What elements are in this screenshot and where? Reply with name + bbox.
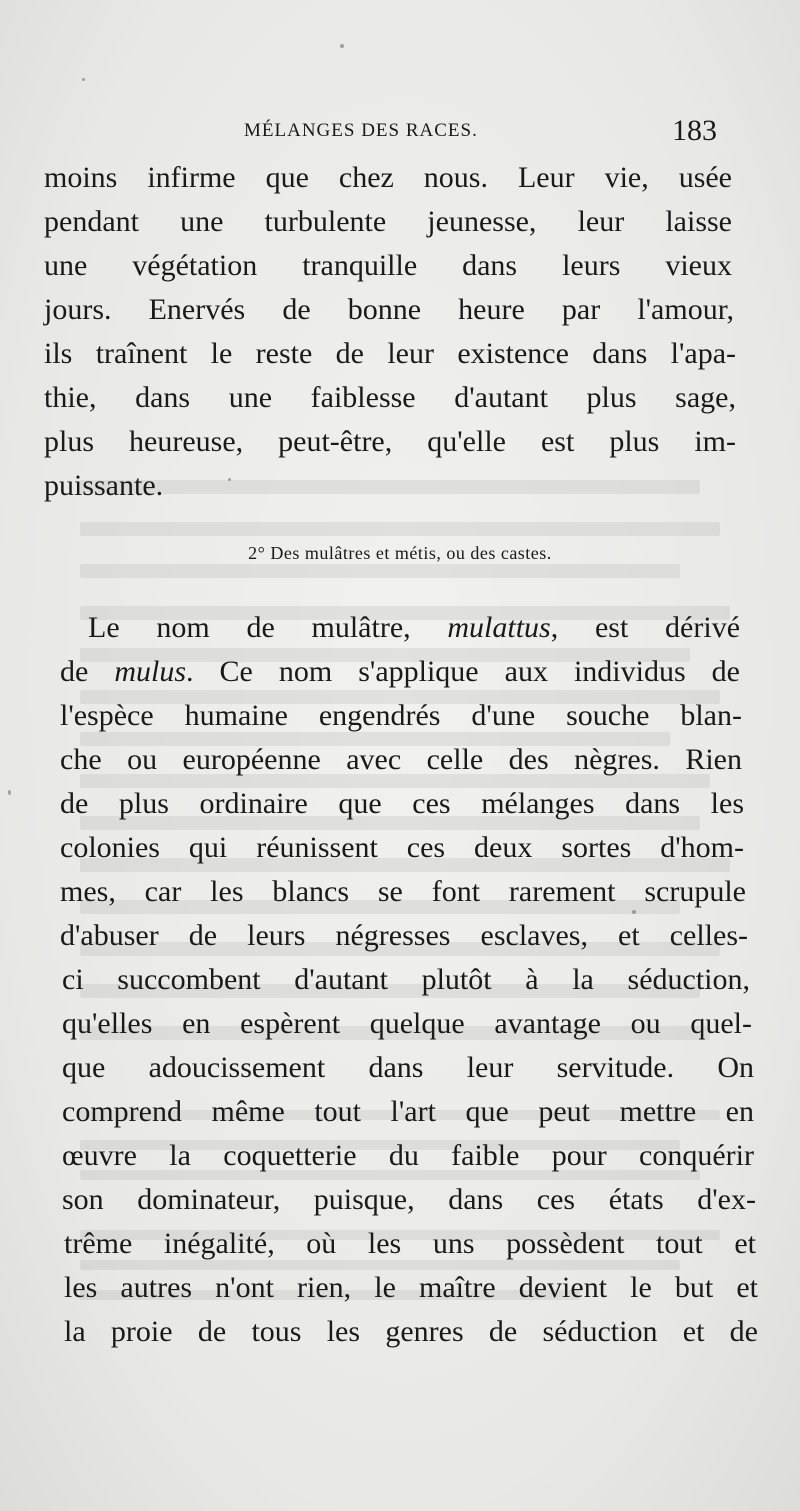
text-run: Le nom de mulâtre, [88, 611, 448, 644]
text-line: ci succombent d'autant plutôt à la séduction, [62, 963, 750, 996]
text-line: pendant une turbulente jeunesse, leur laisse [44, 205, 732, 238]
page-number: 183 [672, 114, 717, 147]
running-head: MÉLANGES DES RACES. [244, 120, 478, 141]
text-line: une végétation tranquille dans leurs vieux [44, 249, 732, 282]
text-run: , est dérivé [550, 611, 741, 644]
section-heading: 2° Des mulâtres et métis, ou des castes. [248, 543, 552, 563]
text-line: l'espèce humaine engendrés d'une souche blan- [60, 699, 742, 732]
text-line: thie, dans une faiblesse d'autant plus sage, [44, 381, 736, 414]
text-line: jours. Enervés de bonne heure par l'amour, [44, 293, 734, 326]
text-line: che ou européenne avec celle des nègres. Rien [60, 743, 742, 776]
text-line: que adoucissement dans leur servitude. On [62, 1051, 754, 1084]
paper-speck [8, 790, 11, 795]
italic-term: mulattus [447, 611, 551, 644]
text-line: de plus ordinaire que ces mélanges dans les [60, 787, 744, 820]
text-line: comprend même tout l'art que peut mettre en [62, 1095, 754, 1128]
text-line: œuvre la coquetterie du faible pour conquérir [62, 1139, 754, 1172]
page-header [0, 116, 800, 146]
italic-term: mulus [114, 655, 187, 688]
text-line: trême inégalité, où les uns possèdent tout et [64, 1227, 756, 1260]
text-line: colonies qui réunissent ces deux sortes d'hom- [60, 831, 744, 864]
text-line [88, 610, 740, 646]
text-line [60, 654, 740, 690]
text-line: son dominateur, puisque, dans ces états d'ex- [62, 1183, 756, 1216]
paper-speck [632, 910, 636, 914]
text-line: plus heureuse, peut-être, qu'elle est plus im- [44, 425, 736, 458]
text-line: qu'elles en espèrent quelque avantage ou quel- [62, 1007, 752, 1040]
text-line: les autres n'ont rien, le maître devient le but et [64, 1271, 758, 1304]
paper-speck [340, 44, 344, 48]
text-run: . Ce nom s'applique aux individus de [186, 655, 740, 688]
paper-speck [82, 78, 85, 81]
text-line: la proie de tous les genres de séduction et de [64, 1315, 758, 1348]
text-line: d'abuser de leurs négresses esclaves, et celles- [60, 919, 748, 952]
text-line: mes, car les blancs se font rarement scrupule [60, 875, 746, 908]
text-run: de [60, 655, 115, 688]
text-line: puissante. [44, 469, 164, 502]
text-line: ils traînent le reste de leur existence dans l'apa- [44, 337, 736, 370]
text-line: moins infirme que chez nous. Leur vie, usée [44, 161, 732, 194]
